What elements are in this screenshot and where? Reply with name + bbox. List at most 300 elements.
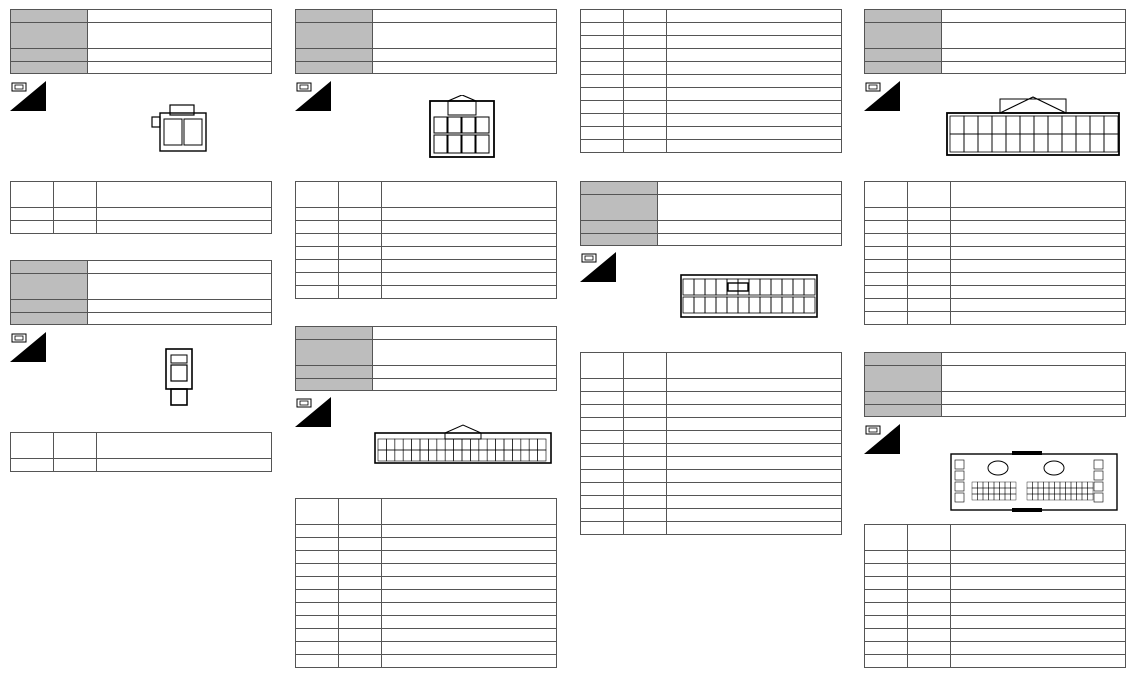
table-row [865, 286, 1126, 299]
d08-connector-color-value [942, 62, 1126, 74]
wire-color-header [54, 433, 97, 459]
wire-color-cell [339, 655, 382, 668]
terminal-no-cell [865, 642, 908, 655]
connector-type-label [865, 392, 942, 405]
terminal-no-header [11, 433, 54, 459]
wire-color-cell [908, 629, 951, 642]
signal-name-cell [951, 629, 1126, 642]
signal-name-cell [667, 509, 842, 522]
c86-connector-name-value [373, 23, 557, 49]
c72-connector-type-value [88, 49, 272, 62]
terminal-no-cell [865, 234, 908, 247]
terminal-no-cell [581, 75, 624, 88]
c82-signal-table [10, 432, 272, 472]
terminal-no-cell [865, 299, 908, 312]
wire-color-cell [624, 23, 667, 36]
wire-color-cell [624, 49, 667, 62]
c82-connector-type-value [88, 300, 272, 313]
wire-color-cell [624, 392, 667, 405]
table-row [296, 525, 557, 538]
d07-info-table [580, 181, 842, 246]
signal-name-cell [382, 538, 557, 551]
signal-name-cell [382, 208, 557, 221]
wire-color-cell [624, 10, 667, 23]
wire-color-header [908, 182, 951, 208]
wire-color-cell [624, 140, 667, 153]
signal-name-header [951, 525, 1126, 551]
terminal-no-cell [581, 496, 624, 509]
signal-name-cell [951, 221, 1126, 234]
c72-connector-name-value [88, 23, 272, 49]
terminal-no-cell [581, 88, 624, 101]
terminal-no-cell [581, 483, 624, 496]
signal-name-cell [667, 470, 842, 483]
table-row [296, 564, 557, 577]
table-row [865, 299, 1126, 312]
terminal-no-cell [581, 470, 624, 483]
wire-color-cell [624, 62, 667, 75]
signal-name-cell [667, 496, 842, 509]
terminal-no-cell [865, 260, 908, 273]
table-row [865, 247, 1126, 260]
terminal-no-cell [11, 459, 54, 472]
connector-name-label [11, 23, 88, 49]
connector-type-label [296, 49, 373, 62]
wire-color-cell [908, 286, 951, 299]
signal-name-cell [667, 431, 842, 444]
c86-info-table [295, 9, 557, 74]
wire-color-header [339, 499, 382, 525]
d08-connector-name-value [942, 23, 1126, 49]
terminal-no-cell [581, 431, 624, 444]
table-row [296, 208, 557, 221]
wire-color-cell [54, 459, 97, 472]
d07-connector-name-value [658, 195, 842, 221]
d08-connector-no-value [942, 10, 1126, 23]
wire-color-cell [339, 286, 382, 299]
signal-name-cell [97, 208, 272, 221]
terminal-no-cell [296, 234, 339, 247]
hs-harness-side-icon [864, 81, 900, 111]
table-row [296, 603, 557, 616]
signal-name-cell [951, 551, 1126, 564]
table-row [865, 642, 1126, 655]
d08-signal-table [864, 181, 1126, 325]
signal-name-cell [97, 221, 272, 234]
c72-signal-table [10, 181, 272, 234]
terminal-no-cell [296, 642, 339, 655]
terminal-no-cell [581, 101, 624, 114]
signal-name-cell [667, 444, 842, 457]
table-row [581, 101, 842, 114]
terminal-no-cell [865, 629, 908, 642]
wire-color-cell [908, 577, 951, 590]
connector-no-label [865, 10, 942, 23]
signal-name-cell [667, 457, 842, 470]
connector-type-label [11, 49, 88, 62]
terminal-no-cell [865, 603, 908, 616]
connector-no-label [581, 182, 658, 195]
signal-name-cell [382, 564, 557, 577]
signal-name-cell [667, 379, 842, 392]
signal-name-header [97, 182, 272, 208]
terminal-no-cell [865, 312, 908, 325]
connector-color-label [296, 62, 373, 74]
table-row [581, 140, 842, 153]
d07-signal-table [580, 352, 842, 535]
signal-name-cell [667, 36, 842, 49]
signal-name-cell [951, 234, 1126, 247]
table-row [581, 509, 842, 522]
connector-no-label [296, 10, 373, 23]
signal-name-cell [667, 418, 842, 431]
wire-color-cell [624, 457, 667, 470]
table-row [581, 10, 842, 23]
wire-color-cell [339, 525, 382, 538]
wire-color-cell [339, 616, 382, 629]
terminal-no-cell [296, 286, 339, 299]
terminal-no-cell [296, 616, 339, 629]
signal-name-cell [951, 260, 1126, 273]
table-row [581, 75, 842, 88]
signal-name-cell [951, 312, 1126, 325]
table-row [865, 312, 1126, 325]
table-row [581, 49, 842, 62]
c90-info-table [295, 326, 557, 391]
signal-name-cell [951, 564, 1126, 577]
hs-harness-side-icon [864, 424, 900, 454]
wire-color-cell [624, 36, 667, 49]
signal-name-cell [951, 273, 1126, 286]
table-row [296, 221, 557, 234]
terminal-no-cell [296, 551, 339, 564]
table-row [865, 590, 1126, 603]
hs-harness-side-icon [10, 81, 46, 111]
wire-color-cell [908, 312, 951, 325]
signal-name-cell [667, 75, 842, 88]
table-row [296, 538, 557, 551]
connector-name-label [11, 274, 88, 300]
signal-name-cell [667, 522, 842, 535]
signal-name-cell [951, 286, 1126, 299]
signal-name-cell [382, 616, 557, 629]
terminal-no-cell [865, 616, 908, 629]
terminal-no-cell [296, 655, 339, 668]
wire-color-cell [54, 208, 97, 221]
connector-no-label [296, 327, 373, 340]
c72-connector-diagram [150, 103, 208, 153]
wire-color-cell [908, 590, 951, 603]
terminal-no-cell [865, 273, 908, 286]
signal-name-cell [667, 392, 842, 405]
wire-color-cell [908, 299, 951, 312]
d12-signal-table [864, 524, 1126, 668]
signal-name-cell [97, 459, 272, 472]
table-row [581, 62, 842, 75]
wire-color-cell [339, 551, 382, 564]
d08-connector-diagram [946, 95, 1120, 157]
table-row [581, 114, 842, 127]
table-row [865, 208, 1126, 221]
c90-signal-table-continued [580, 9, 842, 153]
signal-name-header [97, 433, 272, 459]
connector-color-label [581, 234, 658, 246]
terminal-no-cell [581, 23, 624, 36]
signal-name-cell [951, 603, 1126, 616]
terminal-no-cell [581, 392, 624, 405]
terminal-no-cell [865, 221, 908, 234]
terminal-no-cell [581, 62, 624, 75]
d12-connector-no-value [942, 353, 1126, 366]
terminal-no-cell [296, 590, 339, 603]
connector-no-label [11, 10, 88, 23]
terminal-no-cell [296, 247, 339, 260]
terminal-no-cell [581, 127, 624, 140]
wire-color-header [624, 353, 667, 379]
wire-color-cell [624, 101, 667, 114]
signal-name-cell [667, 140, 842, 153]
terminal-no-cell [581, 140, 624, 153]
terminal-no-cell [865, 564, 908, 577]
c86-connector-diagram [428, 95, 496, 159]
signal-name-cell [667, 62, 842, 75]
signal-name-header [382, 182, 557, 208]
terminal-no-cell [296, 221, 339, 234]
terminal-no-cell [296, 629, 339, 642]
table-row [296, 551, 557, 564]
terminal-no-header [865, 182, 908, 208]
table-row [11, 221, 272, 234]
terminal-no-header [296, 499, 339, 525]
connector-color-label [296, 379, 373, 391]
d07-connector-color-value [658, 234, 842, 246]
terminal-no-cell [865, 590, 908, 603]
wire-color-cell [54, 221, 97, 234]
wire-color-cell [339, 273, 382, 286]
terminal-no-cell [296, 538, 339, 551]
d12-connector-diagram [950, 450, 1118, 512]
terminal-no-cell [296, 208, 339, 221]
terminal-no-cell [581, 457, 624, 470]
table-row [296, 260, 557, 273]
table-row [11, 208, 272, 221]
signal-name-cell [951, 642, 1126, 655]
terminal-no-header [865, 525, 908, 551]
wire-color-cell [624, 75, 667, 88]
signal-name-cell [667, 483, 842, 496]
wire-color-cell [624, 522, 667, 535]
c72-info-table [10, 9, 272, 74]
terminal-no-header [581, 353, 624, 379]
c72-connector-color-value [88, 62, 272, 74]
connector-type-label [296, 366, 373, 379]
hs-harness-side-icon [295, 81, 331, 111]
signal-name-cell [382, 260, 557, 273]
table-row [865, 260, 1126, 273]
wire-color-cell [908, 603, 951, 616]
table-row [296, 642, 557, 655]
terminal-no-cell [581, 444, 624, 457]
c90-connector-diagram [373, 423, 553, 465]
wire-color-cell [339, 221, 382, 234]
connector-color-label [865, 62, 942, 74]
table-row [296, 577, 557, 590]
c90-connector-type-value [373, 366, 557, 379]
signal-name-cell [667, 101, 842, 114]
wire-color-cell [908, 551, 951, 564]
connector-type-label [581, 221, 658, 234]
d12-connector-type-value [942, 392, 1126, 405]
d08-info-table [864, 9, 1126, 74]
terminal-no-cell [581, 379, 624, 392]
signal-name-header [382, 499, 557, 525]
terminal-no-cell [296, 273, 339, 286]
connector-no-label [11, 261, 88, 274]
d07-connector-type-value [658, 221, 842, 234]
signal-name-cell [951, 299, 1126, 312]
wire-color-cell [339, 247, 382, 260]
wire-color-cell [908, 221, 951, 234]
wire-color-cell [339, 208, 382, 221]
table-row [581, 496, 842, 509]
table-row [865, 234, 1126, 247]
c90-connector-no-value [373, 327, 557, 340]
connector-name-label [581, 195, 658, 221]
table-row [865, 655, 1126, 668]
wire-color-cell [339, 642, 382, 655]
hs-harness-side-icon [580, 252, 616, 282]
c90-connector-name-value [373, 340, 557, 366]
signal-name-cell [382, 525, 557, 538]
signal-name-cell [382, 221, 557, 234]
terminal-no-cell [11, 208, 54, 221]
table-row [296, 616, 557, 629]
wire-color-cell [908, 247, 951, 260]
connector-name-label [296, 340, 373, 366]
signal-name-cell [951, 655, 1126, 668]
table-row [296, 286, 557, 299]
table-row [11, 459, 272, 472]
table-row [581, 127, 842, 140]
signal-name-cell [382, 286, 557, 299]
wire-color-cell [908, 642, 951, 655]
c82-connector-diagram [163, 347, 195, 407]
signal-name-cell [382, 273, 557, 286]
terminal-no-cell [296, 577, 339, 590]
table-row [581, 379, 842, 392]
terminal-no-cell [581, 114, 624, 127]
table-row [581, 470, 842, 483]
wire-color-cell [624, 470, 667, 483]
signal-name-cell [667, 10, 842, 23]
c86-connector-color-value [373, 62, 557, 74]
signal-name-cell [667, 127, 842, 140]
wire-color-cell [624, 496, 667, 509]
signal-name-cell [951, 590, 1126, 603]
signal-name-cell [382, 590, 557, 603]
table-row [296, 234, 557, 247]
terminal-no-cell [581, 509, 624, 522]
table-row [865, 629, 1126, 642]
table-row [865, 551, 1126, 564]
wire-color-cell [339, 538, 382, 551]
terminal-no-cell [581, 36, 624, 49]
signal-name-header [951, 182, 1126, 208]
d12-connector-color-value [942, 405, 1126, 417]
wire-color-cell [908, 260, 951, 273]
wire-color-cell [908, 208, 951, 221]
c86-connector-type-value [373, 49, 557, 62]
connector-name-label [865, 23, 942, 49]
wire-color-cell [339, 603, 382, 616]
table-row [581, 405, 842, 418]
terminal-no-cell [865, 247, 908, 260]
c82-connector-no-value [88, 261, 272, 274]
signal-name-cell [382, 603, 557, 616]
table-row [296, 655, 557, 668]
connector-color-label [11, 313, 88, 325]
signal-name-cell [382, 577, 557, 590]
terminal-no-cell [296, 525, 339, 538]
wire-color-cell [339, 564, 382, 577]
signal-name-cell [382, 551, 557, 564]
wire-color-cell [624, 114, 667, 127]
wire-color-cell [339, 629, 382, 642]
wire-color-cell [624, 379, 667, 392]
wire-color-cell [908, 564, 951, 577]
signal-name-header [667, 353, 842, 379]
wire-color-cell [624, 88, 667, 101]
connector-type-label [11, 300, 88, 313]
c90-signal-table [295, 498, 557, 668]
wire-color-header [908, 525, 951, 551]
table-row [581, 444, 842, 457]
terminal-no-cell [581, 418, 624, 431]
connector-color-label [11, 62, 88, 74]
c82-info-table [10, 260, 272, 325]
wire-color-cell [908, 655, 951, 668]
d07-connector-no-value [658, 182, 842, 195]
terminal-no-cell [865, 208, 908, 221]
wire-color-cell [624, 418, 667, 431]
terminal-no-cell [865, 286, 908, 299]
table-row [865, 273, 1126, 286]
c86-signal-table [295, 181, 557, 299]
wire-color-cell [339, 577, 382, 590]
signal-name-cell [382, 642, 557, 655]
wire-color-cell [624, 483, 667, 496]
terminal-no-cell [296, 603, 339, 616]
wire-color-cell [624, 405, 667, 418]
table-row [581, 88, 842, 101]
table-row [296, 590, 557, 603]
table-row [581, 457, 842, 470]
connector-no-label [865, 353, 942, 366]
terminal-no-cell [11, 221, 54, 234]
connector-name-label [296, 23, 373, 49]
table-row [296, 273, 557, 286]
c82-connector-color-value [88, 313, 272, 325]
terminal-no-cell [581, 49, 624, 62]
wire-color-cell [339, 260, 382, 273]
d12-info-table [864, 352, 1126, 417]
signal-name-cell [951, 208, 1126, 221]
signal-name-cell [382, 247, 557, 260]
table-row [581, 483, 842, 496]
hs-harness-side-icon [295, 397, 331, 427]
signal-name-cell [951, 247, 1126, 260]
terminal-no-cell [296, 260, 339, 273]
